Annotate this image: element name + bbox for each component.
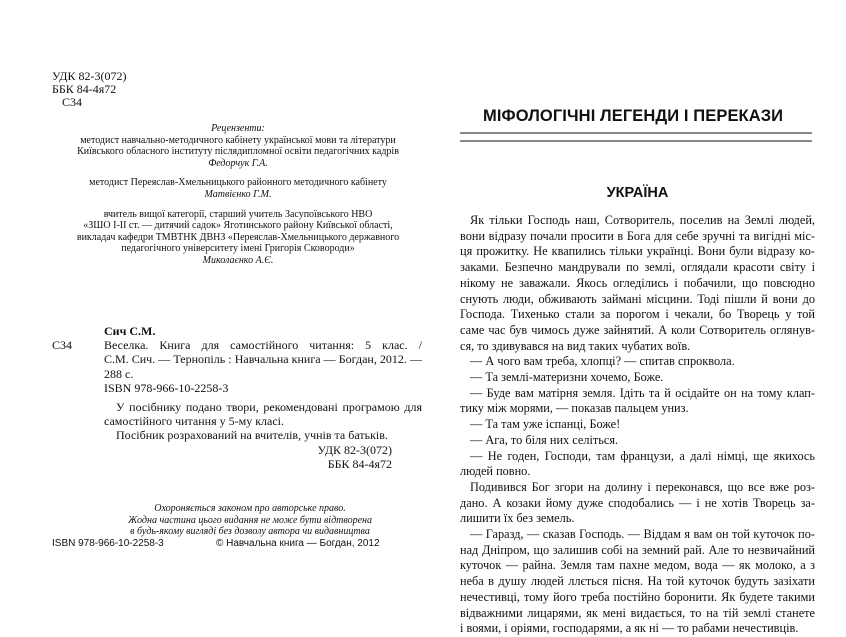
record-line: Веселка. Книга для самостійного читання: 5 клас. / [104, 338, 422, 353]
story-line: Як тільки Господь наш, Сотворитель, поселив на Землі людей, [470, 213, 815, 227]
story-line: — Ага, то біля них селіться. [470, 432, 619, 447]
bibliographic-record [52, 324, 422, 471]
record-author: Сич С.М. [104, 324, 156, 338]
story-line: — Не годен, Господи, там французи, а далі німці, ще якихось [470, 448, 815, 463]
author-sign-code: С34 [62, 95, 83, 109]
story-line: Господа. Тихенько стали за порогом і чекали, бо Творець у той [460, 307, 815, 322]
reviewer-3-name: Миколаєнко А.Є. [202, 254, 274, 266]
record-isbn: ISBN 978-966-10-2258-3 [104, 380, 229, 395]
story-line: — Буде вам матірня земля. Ідіть та й осідайте он на тому клап- [470, 385, 815, 400]
story-line: неба в душу людей ллється пісня. На той куточок будуть зазіхати [460, 574, 815, 589]
reviewer-3 [60, 209, 416, 267]
story-line: нікому не заважали. Якось огледілись і побачили, що повсюдно [460, 275, 815, 290]
record-line: 288 с. [104, 366, 134, 381]
story-line: лишити їх без земель. [460, 511, 575, 526]
story-line: самe час був чимось дуже зайнятий. А коли Сотворитель оглянув- [460, 322, 815, 337]
story-line: ця прожитку. Не квапились тільки українці. Вони були відразу ко- [460, 244, 815, 259]
story-line: і воями, і оріями, господарями, а як ні — то рабами нечестивців. [460, 621, 799, 636]
reviewers-heading: Рецензенти: [211, 123, 265, 134]
record-description: Посібник розрахований на вчителів, учнів та батьків. [116, 428, 388, 443]
story-line: людей повно. [460, 464, 531, 479]
copyright-line: Жодна частина цього видання не може бути відтворена [128, 514, 372, 526]
story-line: ся, то здивувався на вид таких чубатих воїв. [460, 338, 691, 353]
story-line: Подивився Бог згори на долину і переконався, що все вже роз- [470, 479, 815, 494]
footer-copyright: © Навчальна книга — Богдан, 2012 [216, 538, 380, 549]
bbk-code: ББК 84-4я72 [52, 82, 117, 96]
story-line: — Та там уже іспанці, Боже! [470, 417, 621, 432]
story-text [460, 213, 815, 637]
story-line: дано. А козаки йому дуже сподобались — і не хотів Творець за- [460, 495, 815, 510]
udk-code: УДК 82-3(072) [52, 69, 127, 83]
udk-block-top [52, 70, 126, 109]
record-description: самостійного читання у 5-му класі. [104, 414, 284, 429]
section-title: МІФОЛОГІЧНІ ЛЕГЕНДИ І ПЕРЕКАЗИ [483, 107, 784, 125]
reviewer-3-line: «ЗШО І-ІІ ст. — дитячий садок» Яготинського району Київської області, [83, 220, 393, 232]
reviewer-1 [60, 135, 416, 170]
record-description: У посібнику подано твори, рекомендовані програмою для [116, 400, 422, 415]
story-line: — А чого вам треба, хлопці? — спитав спроквола. [470, 354, 735, 369]
story-title: УКРАЇНА [606, 185, 669, 201]
reviewer-3-line: вчитель вищої категорії, старший учитель Засупоївського НВО [103, 208, 373, 220]
reviewer-3-line: педагогічного університету імені Григорія Сковороди» [121, 243, 355, 255]
section-title-rule [460, 132, 812, 142]
record-code: С34 [52, 338, 73, 353]
copyright-line: Охороняється законом про авторське право. [154, 503, 346, 514]
reviewers-block [60, 123, 416, 267]
reviewer-2 [60, 177, 416, 200]
reviewer-1-name: Федорчук Г.А. [208, 157, 268, 169]
record-udk: УДК 82-3(072) [317, 442, 392, 457]
story-line: — Та землі-материзни хочемо, Боже. [470, 370, 664, 385]
story-line: вони відразу почали просити в Бога для себе зручні та вигідні міс- [460, 228, 815, 243]
story-line: куточок — райна. Земля там пахне медом, вода — як молоко, а з [460, 558, 815, 573]
reviewer-2-line: методист Переяслав-Хмельницького районного методичного кабінету [89, 177, 387, 189]
reviewer-1-line: Київського обласного інституту післядипломної освіти педагогічних кадрів [77, 146, 399, 158]
story-line: над Дніпром, що залишив собі на земний рай. Але то незвичайний [460, 542, 815, 557]
story-line: нечестивці, тому його треба постійно боронити. Як будете такими [460, 589, 815, 604]
story-line: заками. Безпечно мандрували по землі, оглядали красоти світу і [460, 260, 815, 275]
record-bbk: ББК 84-4я72 [327, 456, 392, 471]
reviewer-2-name: Матвієнко Г.М. [204, 188, 272, 200]
reviewer-1-line: методист навчально-методичного кабінету української мови та літератури [80, 134, 396, 146]
reviewer-3-line: викладач кафедри ТМВТНК ДВНЗ «Переяслав-Хмельницького державного [76, 231, 400, 243]
story-line: тику між морями, — показав пальцем униз. [460, 401, 689, 416]
copyright-line: в будь-якому вигляді без дозволу автора чи видавництва [130, 526, 370, 537]
story-line: відважними лицарями, як мені видається, то на тій землі станете [460, 605, 815, 620]
record-line: С.М. Сич. — Тернопіль : Навчальна книга — Богдан, 2012. — [104, 352, 422, 367]
copyright-notice [100, 503, 400, 538]
footer-isbn: ISBN 978-966-10-2258-3 [52, 538, 164, 549]
story-line: снують люди, обживають займані місцини. Тоді пішли й вони до [460, 291, 815, 306]
story-line: — Гаразд, — сказав Господь. — Віддам я вам он той куточок по- [470, 527, 815, 542]
